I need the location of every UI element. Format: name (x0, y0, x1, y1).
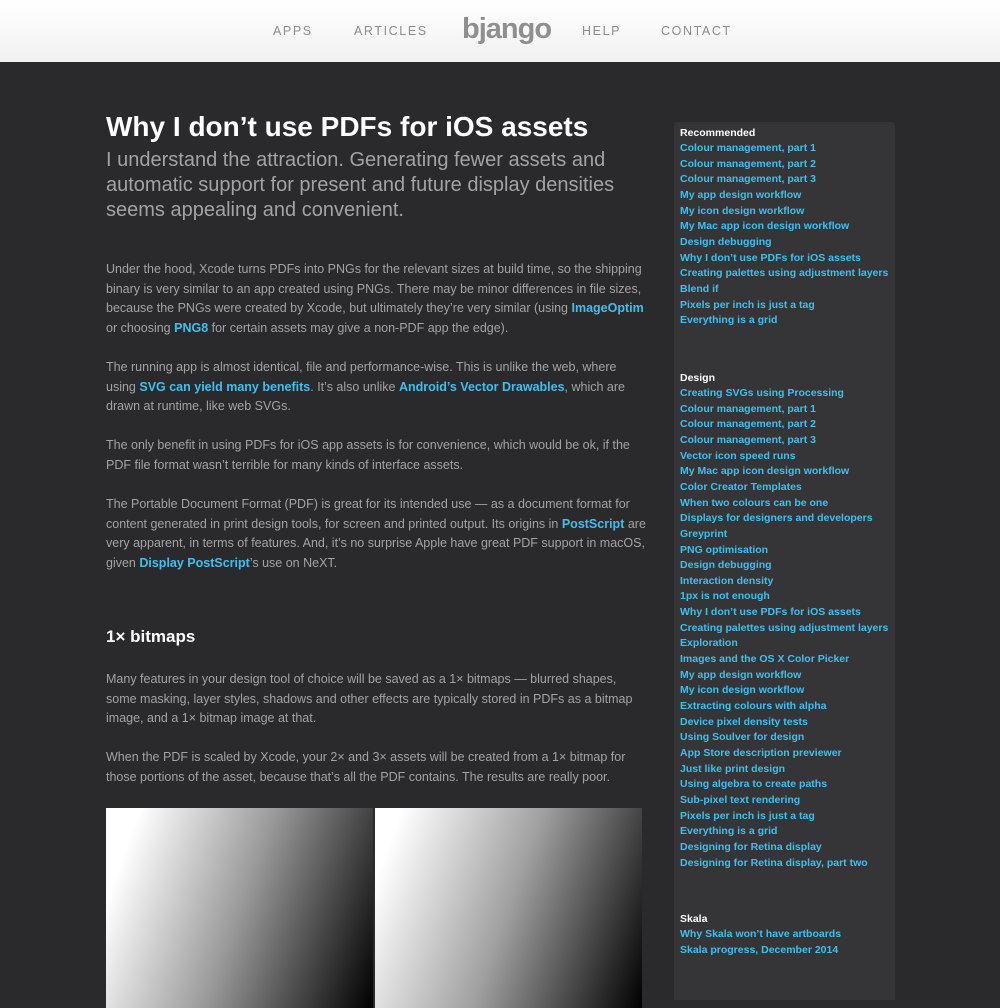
nav-articles[interactable]: ARTICLES (354, 24, 428, 38)
sidebar-link-design[interactable]: Using Soulver for design (680, 731, 805, 744)
sidebar-link-design[interactable]: Design debugging (680, 559, 772, 572)
p4-text-2: are very apparent, in terms of features. And, it’s no surprise Apple have great PDF support in macOS, given (106, 516, 646, 570)
sidebar (674, 122, 895, 1000)
sidebar-link-recommended[interactable]: Design debugging (680, 235, 772, 248)
article (106, 108, 646, 784)
sidebar-link-skala[interactable]: Why Skala won’t have artboards (680, 928, 842, 940)
sidebar-link-design[interactable]: Why I don’t use PDFs for iOS assets (680, 606, 861, 619)
sidebar-link-design[interactable]: Vector icon speed runs (680, 449, 796, 462)
sidebar-link-recommended[interactable]: Blend if (680, 282, 719, 295)
sidebar-link-recommended[interactable]: Colour management, part 3 (680, 173, 816, 186)
sidebar-link-design[interactable]: Device pixel density tests (680, 715, 808, 728)
sidebar-link-design[interactable]: Pixels per inch is just a tag (680, 809, 815, 822)
sidebar-link-design[interactable]: My icon design workflow (680, 684, 805, 697)
paragraph-2 (106, 358, 646, 417)
sidebar-link-design[interactable]: Exploration (680, 637, 738, 650)
link-imageoptim[interactable]: ImageOptim (571, 301, 644, 316)
sidebar-link-design[interactable]: Creating palettes using adjustment layers (680, 621, 889, 634)
link-display-postscript[interactable]: Display PostScript (139, 555, 250, 570)
p1-text-1: Under the hood, Xcode turns PDFs into PNGs for the relevant sizes at build time, so the shipping binary is very similar to an app created using PNGs. There may be minor differences in file sizes, because the PNGs were created by Xcode, but ultimately they’re very similar (using (106, 262, 642, 316)
sidebar-link-recommended[interactable]: Creating palettes using adjustment layers (680, 267, 889, 280)
gradient-image-left (106, 808, 373, 1008)
sidebar-link-design[interactable]: Designing for Retina display (680, 840, 822, 853)
section-heading-1x-bitmaps: 1× bitmaps (106, 627, 196, 646)
paragraph-1 (106, 260, 646, 338)
sidebar-heading-design: Design (680, 372, 716, 384)
paragraph-4 (106, 495, 646, 573)
sidebar-link-design[interactable]: Colour management, part 2 (680, 418, 816, 431)
sidebar-link-skala[interactable]: Skala progress, December 2014 (680, 943, 839, 956)
sidebar-link-design[interactable]: Designing for Retina display, part two (680, 856, 868, 869)
sidebar-link-recommended[interactable]: Pixels per inch is just a tag (680, 298, 815, 311)
site-header (0, 0, 1000, 62)
sidebar-link-design[interactable]: Creating SVGs using Processing (680, 387, 844, 399)
sidebar-link-design[interactable]: Displays for designers and developers (680, 512, 873, 525)
sidebar-link-design[interactable]: Color Creator Templates (680, 480, 802, 493)
p1-text-3: for certain assets may give a non-PDF app the edge). (208, 320, 509, 335)
sidebar-link-design[interactable]: Colour management, part 1 (680, 402, 816, 415)
gradient-image-right (375, 808, 642, 1008)
nav-apps[interactable]: APPS (273, 24, 313, 38)
sidebar-link-recommended[interactable]: Colour management, part 1 (680, 142, 816, 154)
sidebar-link-design[interactable]: Extracting colours with alpha (680, 700, 827, 712)
sidebar-link-design[interactable]: Sub-pixel text rendering (680, 793, 801, 806)
bjango-logo[interactable] (462, 12, 552, 50)
p2-text-3: , which are drawn at runtime, like web SVGs. (106, 379, 625, 414)
sidebar-link-recommended[interactable]: My Mac app icon design workflow (680, 220, 850, 233)
p1-text-2: or choosing (106, 320, 175, 335)
sidebar-link-design[interactable]: Just like print design (680, 762, 786, 775)
sidebar-link-recommended[interactable]: Everything is a grid (680, 314, 778, 327)
sidebar-link-design[interactable]: My Mac app icon design workflow (680, 465, 850, 478)
p4-text-1: The Portable Document Format (PDF) is great for its intended use — as a document format for content generated in print design tools, for screen and printed output. Its origins in (106, 497, 630, 531)
sidebar-link-design[interactable]: PNG optimisation (680, 543, 769, 556)
link-png8[interactable]: PNG8 (174, 320, 209, 335)
p2-text-1: The running app is almost identical, file and performance-wise. This is unlike the web, where using (106, 360, 617, 394)
link-postscript[interactable]: PostScript (561, 516, 625, 531)
sidebar-link-design[interactable]: Images and the OS X Color Picker (680, 653, 850, 666)
sidebar-link-design[interactable]: My app design workflow (680, 668, 802, 681)
sidebar-link-design[interactable]: When two colours can be one (680, 496, 829, 509)
sidebar-link-design[interactable]: Greyprint (680, 527, 728, 540)
link-android-vector-drawables[interactable]: Android’s Vector Drawables (398, 379, 565, 394)
article-title: Why I don’t use PDFs for iOS assets (106, 111, 589, 142)
logo-text: bjango (462, 13, 552, 45)
gradient-comparison-image (106, 808, 642, 1008)
sidebar-link-design[interactable]: Interaction density (680, 574, 774, 587)
nav-help[interactable]: HELP (582, 24, 622, 38)
nav-contact[interactable]: CONTACT (661, 24, 732, 38)
paragraph-6: When the PDF is scaled by Xcode, your 2× and 3× assets will be created from a 1× bitmap for those portions of the asset, because that’s all the PDF contains. The results are really poor. (106, 750, 626, 784)
sidebar-heading-skala: Skala (680, 913, 708, 925)
sidebar-heading-recommended: Recommended (680, 127, 756, 139)
sidebar-link-design[interactable]: Everything is a grid (680, 825, 778, 838)
sidebar-link-design[interactable]: Using algebra to create paths (680, 778, 828, 791)
sidebar-link-design[interactable]: Colour management, part 3 (680, 433, 816, 446)
sidebar-link-design[interactable]: App Store description previewer (680, 746, 842, 759)
p4-text-3: ’s use on NeXT. (249, 555, 338, 570)
link-svg-benefits[interactable]: SVG can yield many benefits (139, 379, 311, 394)
sidebar-link-recommended[interactable]: My icon design workflow (680, 204, 805, 217)
sidebar-link-design[interactable]: 1px is not enough (680, 590, 770, 603)
sidebar-link-recommended[interactable]: Colour management, part 2 (680, 157, 816, 170)
paragraph-3: The only benefit in using PDFs for iOS app assets is for convenience, which would be ok, if the PDF file format wasn’t terrible for many kinds of interface assets. (106, 438, 630, 472)
p2-text-2: . It’s also unlike (310, 379, 399, 394)
sidebar-link-recommended[interactable]: My app design workflow (680, 188, 802, 201)
paragraph-5: Many features in your design tool of choice will be saved as a 1× bitmaps — blurred shapes, some masking, layer styles, shadows and other effects are typically stored in PDFs as a bitmap image, and a 1× bitmap image at that. (106, 672, 633, 726)
sidebar-link-recommended[interactable]: Why I don’t use PDFs for iOS assets (680, 251, 861, 264)
article-lead: I understand the attraction. Generating fewer assets and automatic support for present and future display densities seems appealing and convenient. (106, 149, 615, 221)
